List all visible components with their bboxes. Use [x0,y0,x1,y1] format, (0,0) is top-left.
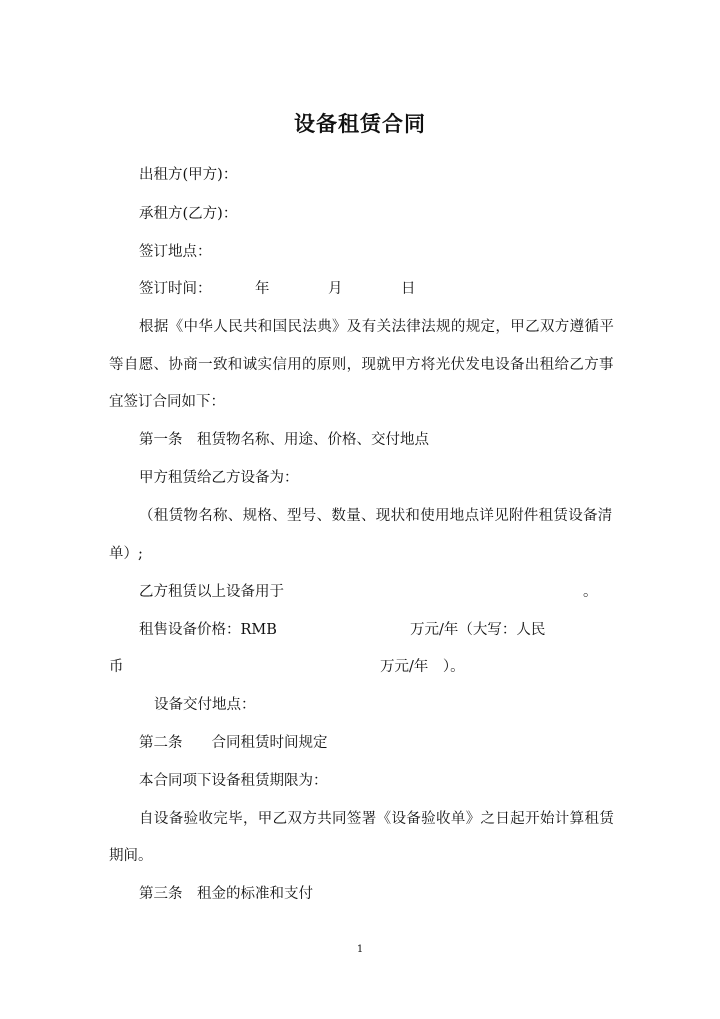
article2-start-line-1: 自设备验收完毕，甲乙双方共同签署《设备验收单》之日起开始计算租赁 [139,811,615,827]
article1-heading: 第一条 租赁物名称、用途、价格、交付地点 [139,432,429,448]
sign-time-label: 签订时间： [139,281,212,297]
sign-time-year: 年 [255,281,270,297]
preamble-line-3: 宜签订合同如下： [109,394,225,410]
sign-time-day: 日 [401,281,416,297]
usage-label: 乙方租赁以上设备用于 [139,584,284,600]
price-currency: 币 [109,659,124,675]
article3-heading: 第三条 租金的标准和支付 [139,886,313,902]
sign-place-line: 签订地点： [139,244,212,260]
lessee-line: 承租方(乙方)： [139,206,238,222]
price-unit-2: 万元/年 ）。 [380,659,465,675]
lessor-line: 出租方(甲方)： [139,167,238,183]
preamble-line-2: 等自愿、协商一致和诚实信用的原则，现就甲方将光伏发电设备出租给乙方事 [109,357,614,373]
article1-note-line-2: 单）; [109,546,143,562]
price-unit: 万元/年（大写：人民 [410,622,546,638]
usage-end: 。 [583,584,598,600]
document-title: 设备租赁合同 [294,112,426,136]
article2-heading: 第二条 合同租赁时间规定 [139,735,328,751]
sign-time-month: 月 [328,281,343,297]
page-number: 1 [356,944,364,955]
article2-term: 本合同项下设备租赁期限为： [139,773,328,789]
delivery-place: 设备交付地点： [154,697,256,713]
article1-note-line-1: （租赁物名称、规格、型号、数量、现状和使用地点详见附件租赁设备清 [139,508,613,524]
price-label: 租售设备价格：RMB [139,622,277,638]
article1-lease-to: 甲方租赁给乙方设备为： [139,470,299,486]
article2-start-line-2: 期间。 [109,848,153,864]
preamble-line-1: 根据《中华人民共和国民法典》及有关法律法规的规定，甲乙双方遵循平 [139,319,615,335]
